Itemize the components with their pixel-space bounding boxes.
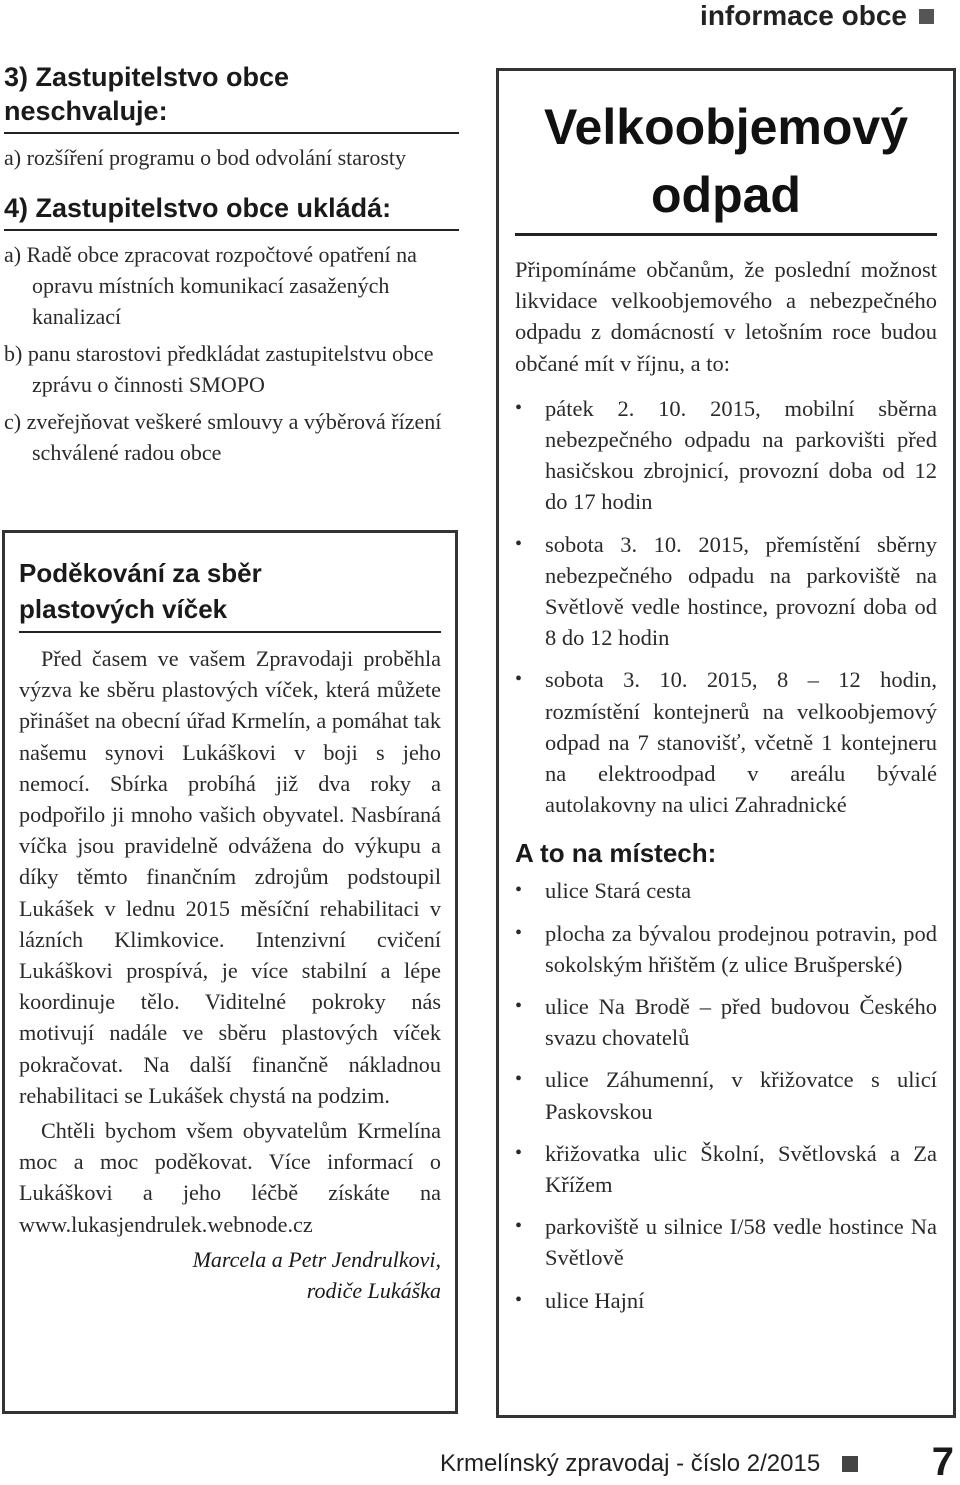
thanks-title: Poděkování za sběr plastových víček [19, 558, 262, 624]
list-item: • křižovatka ulic Školní, Světlovská a Za Křížem [515, 1138, 937, 1200]
section-header [700, 0, 934, 32]
title-rule [515, 233, 937, 236]
page-number: 7 [931, 1440, 954, 1484]
bulky-waste-box [496, 68, 956, 1418]
list-item: • ulice Na Brodě – před budovou Českého svazu chovatelů [515, 991, 937, 1053]
section-title: informace obce [700, 0, 907, 31]
list-item: • plocha za bývalou prodejnou potravin, pod sokolským hřištěm (z ulice Brušperské) [515, 918, 937, 980]
publication-name: Krmelínský zpravodaj - číslo 2/2015 [440, 1450, 821, 1477]
signature-line-1: Marcela a Petr Jendrulkovi, [192, 1246, 441, 1272]
page-footer [440, 1450, 872, 1478]
list-item: b) panu starostovi předkládat zastupitelstvu obce zprávu o činnosti SMOPO [4, 341, 434, 397]
list-item: • ulice Hajní [515, 1285, 937, 1316]
heading-uklada: 4) Zastupitelstvo obce ukládá: [4, 193, 392, 223]
places-heading: A to na místech: [515, 838, 717, 869]
list-item: • ulice Záhumenní, v křižovatce s ulicí Paskovskou [515, 1064, 937, 1126]
places-list [515, 875, 937, 1315]
council-resolutions [0, 60, 462, 468]
list-item: • ulice Stará cesta [515, 875, 937, 906]
title-rule [19, 631, 441, 633]
list-item: a) rozšíření programu o bod odvolání starosty [4, 145, 407, 170]
waste-intro: Připomínáme občanům, že poslední možnost likvidace velkoobjemového a nebezpečného odpadu z domácností v letošním roce budou občané mít v říjnu, a to: [515, 257, 937, 376]
thanks-paragraph-2: Chtěli bychom všem obyvatelům Krmelína moc a moc poděkovat. Více informací o Lukáškovi a jeho léčbě získáte na www.lukasjendrulek.webnode.cz [19, 1118, 441, 1237]
list-item: • pátek 2. 10. 2015, mobilní sběrna nebezpečného odpadu na parkovišti před hasičskou zbrojnicí, provozní doba od 12 do 17 hodin [515, 393, 937, 518]
list-item: • sobota 3. 10. 2015, 8 – 12 hodin, rozmístění kontejnerů na velkoobjemový odpad na 7 stanovišť, včetně 1 kontejneru na elektroodpad v areálu bývalé autolakovny na ulici Zahradnické [515, 664, 937, 820]
square-bullet-icon [919, 9, 934, 24]
list-item: • sobota 3. 10. 2015, přemístění sběrny nebezpečného odpadu na parkoviště na Světlově vedle hostince, provozní doba od 8 do 12 hodin [515, 529, 937, 654]
thanks-box [2, 530, 458, 1414]
list-item: • parkoviště u silnice I/58 vedle hostince Na Světlově [515, 1211, 937, 1273]
heading-neschvaluje: 3) Zastupitelstvo obce neschvaluje: [4, 62, 290, 126]
heading-rule [4, 229, 459, 231]
square-bullet-icon [842, 1456, 858, 1472]
heading-rule [4, 132, 459, 134]
collection-dates-list [515, 393, 937, 821]
signature [19, 1244, 441, 1306]
waste-title: Velkoobjemový odpad [543, 99, 909, 223]
signature-line-2: rodiče Lukáška [306, 1277, 441, 1303]
list-item: c) zveřejňovat veškeré smlouvy a výběrová řízení schválené radou obce [4, 409, 442, 465]
thanks-paragraph: Před časem ve vašem Zpravodaji proběhla výzva ke sběru plastových víček, která můžete přinášet na obecní úřad Krmelín, a pomáhat tak našemu synovi Lukáškovi v boji s jeho nemocí. Sbírka probíhá již dva roky a podpořilo ji mnoho vašich obyvatel. Nasbíraná víčka jsou pravidelně odvážena do výkupu a díky těmto finančním zdrojům podstoupil Lukášek v lednu 2015 měsíční rehabilitaci v lázních Klimkovice. Intenzivní cvičení Lukáškovi prospívá, je více stabilní a lépe koordinuje tělo. Viditelné pokroky nás motivují nadále ve sběru plastových víček pokračovat. Na další finančně nákladnou rehabilitaci se Lukášek chystá na podzim. [19, 646, 441, 1108]
list-item: a) Radě obce zpracovat rozpočtové opatření na opravu místních komunikací zasažených kanalizací [4, 242, 417, 329]
